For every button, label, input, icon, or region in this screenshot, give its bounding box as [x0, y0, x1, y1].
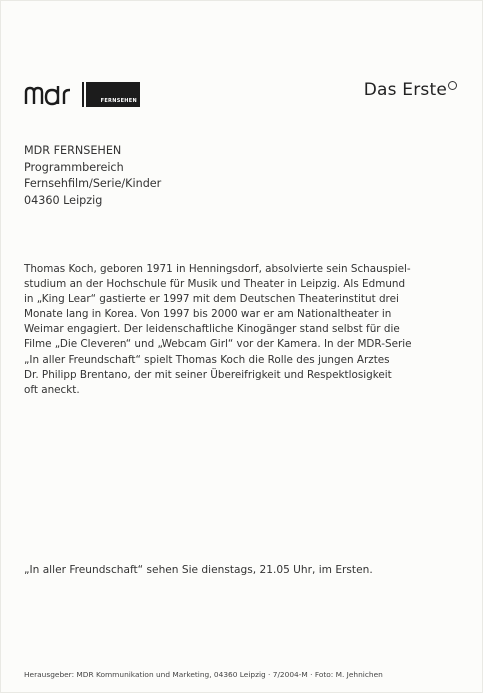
- biography-text: [24, 262, 464, 398]
- bio-line: studium an der Hochschule für Musik und Theater in Leipzig. Als Edmund: [24, 278, 406, 291]
- das-erste-text: Das Erste: [363, 80, 447, 100]
- broadcast-note: „In aller Freundschaft“ sehen Sie dienstags, 21.05 Uhr, im Ersten.: [24, 564, 373, 576]
- erste-emblem-icon: [448, 81, 457, 90]
- mdr-logo: [24, 82, 140, 107]
- address-line: Programmbereich: [24, 160, 124, 174]
- bio-line: Monate lang in Korea. Von 1997 bis 2000 war er am Nationaltheater in: [24, 308, 392, 321]
- address-line: MDR FERNSEHEN: [24, 144, 122, 157]
- bio-line: Weimar engagiert. Der leidenschaftliche Kinogänger stand selbst für die: [24, 323, 400, 336]
- das-erste-logo: [364, 80, 457, 100]
- bio-line: Filme „Die Cleveren“ und „Webcam Girl“ vor der Kamera. In der MDR-Serie: [24, 338, 412, 351]
- bio-line: „In aller Freundschaft“ spielt Thomas Koch die Rolle des jungen Arztes: [24, 353, 390, 366]
- bio-line: Dr. Philipp Brentano, der mit seiner Übereifrigkeit und Respektlosigkeit: [24, 368, 392, 381]
- mdr-wordmark-icon: [24, 82, 80, 107]
- publisher-footer: Herausgeber: MDR Kommunikation und Marketing, 04360 Leipzig · 7/2004-M · Foto: M. Jehnichen: [24, 670, 383, 679]
- address-line: 04360 Leipzig: [24, 193, 103, 207]
- logo-fernsehen-label: FERNSEHEN: [86, 82, 140, 107]
- bio-line: oft aneckt.: [24, 383, 80, 396]
- bio-line: Thomas Koch, geboren 1971 in Henningsdorf, absolvierte sein Schauspiel-: [24, 263, 411, 275]
- address-line: Fernsehfilm/Serie/Kinder: [24, 177, 162, 190]
- sender-address: [24, 143, 161, 209]
- logo-divider: [82, 82, 84, 107]
- bio-line: in „King Lear“ gastierte er 1997 mit dem Deutschen Theaterinstitut drei: [24, 293, 399, 306]
